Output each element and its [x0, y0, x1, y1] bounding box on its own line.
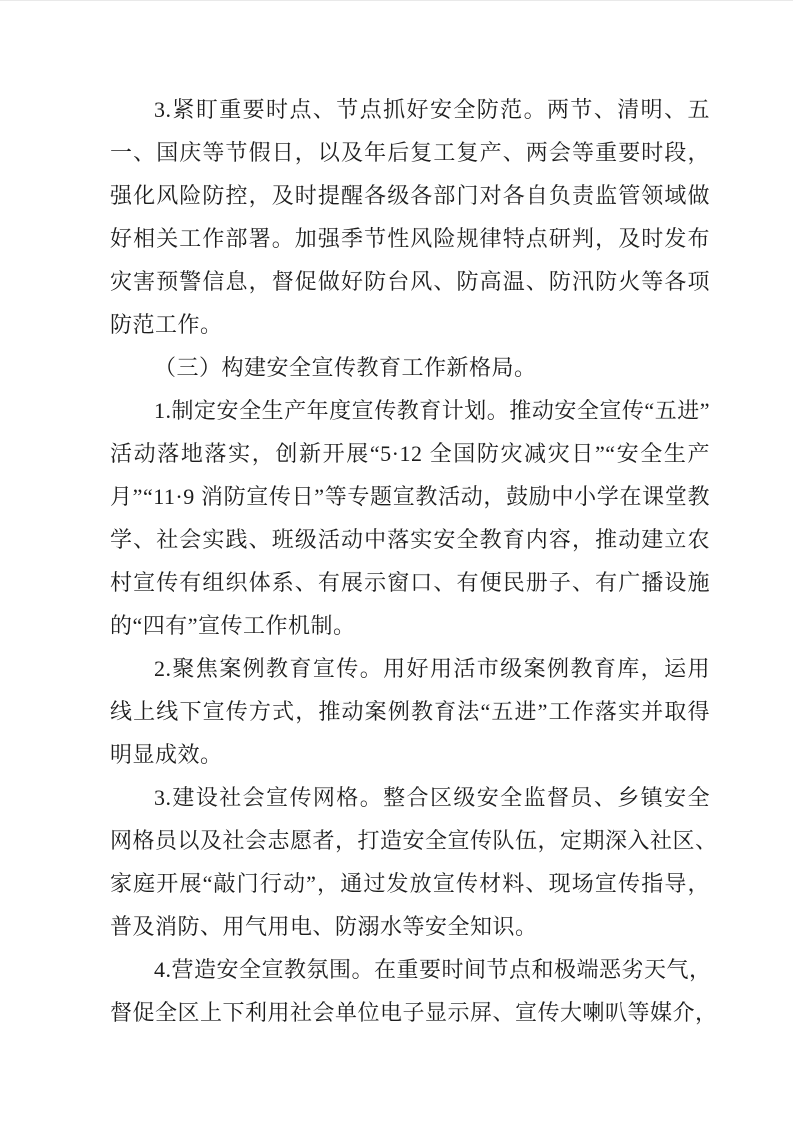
document-line: 2.聚焦案例教育宣传。用好用活市级案例教育库，运用: [154, 656, 710, 681]
document-line: 网格员以及社会志愿者，打造安全宣传队伍，定期深入社区、: [110, 828, 718, 853]
para-4-publicity-atmosphere: [110, 948, 718, 1034]
document-body: [110, 88, 718, 1034]
document-line: 强化风险防控，及时提醒各级各部门对各自负责监管领域做: [110, 183, 710, 208]
para-2-case-education: [110, 647, 710, 776]
page-top-edge: [0, 0, 793, 1]
document-line: 普及消防、用气用电、防溺水等安全知识。: [110, 914, 538, 939]
document-line: （三）构建安全宣传教育工作新格局。: [154, 355, 537, 380]
document-line: 明显成效。: [110, 742, 223, 767]
document-line: 村宣传有组织体系、有展示窗口、有便民册子、有广播设施: [110, 570, 710, 595]
document-line: 防范工作。: [110, 312, 223, 337]
heading-section-three: [110, 346, 710, 389]
document-line: 1.制定安全生产年度宣传教育计划。推动安全宣传“五进”: [154, 398, 710, 423]
document-line: 灾害预警信息，督促做好防台风、防高温、防汛防火等各项: [110, 269, 710, 294]
document-line: 活动落地落实，创新开展“5·12 全国防灾减灾日”“安全生产: [110, 441, 710, 466]
document-line: 4.营造安全宣教氛围。在重要时间节点和极端恶劣天气，: [154, 957, 712, 982]
document-line: 督促全区上下利用社会单位电子显示屏、宣传大喇叭等媒介，: [110, 1000, 718, 1025]
para-3-key-periods: [110, 88, 710, 346]
document-line: 3.紧盯重要时点、节点抓好安全防范。两节、清明、五: [154, 97, 710, 122]
document-line: 一、国庆等节假日，以及年后复工复产、两会等重要时段，: [110, 140, 710, 165]
document-line: 月”“11·9 消防宣传日”等专题宣教活动，鼓励中小学在课堂教: [110, 484, 710, 509]
document-line: 的“四有”宣传工作机制。: [110, 613, 356, 638]
document-line: 3.建设社会宣传网格。整合区级安全监督员、乡镇安全: [154, 785, 710, 810]
document-line: 好相关工作部署。加强季节性风险规律特点研判，及时发布: [110, 226, 710, 251]
para-3-community-grid: [110, 776, 718, 948]
document-line: 线上线下宣传方式，推动案例教育法“五进”工作落实并取得: [110, 699, 710, 724]
document-line: 学、社会实践、班级活动中落实安全教育内容，推动建立农: [110, 527, 710, 552]
para-1-annual-publicity-plan: [110, 389, 710, 647]
document-line: 家庭开展“敲门行动”，通过发放宣传材料、现场宣传指导，: [110, 871, 710, 896]
